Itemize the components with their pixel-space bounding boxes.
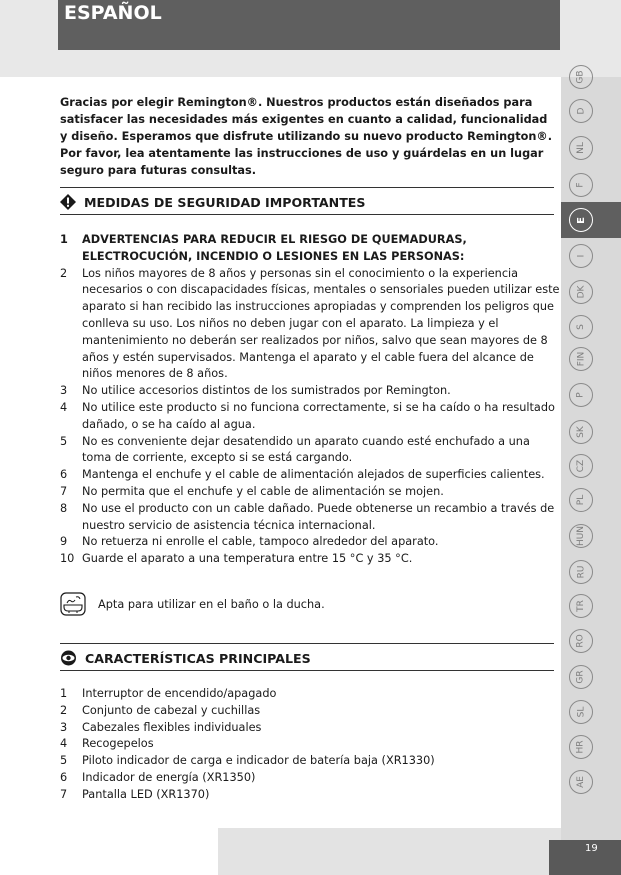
page-number-box xyxy=(549,840,621,875)
lang-tab-cz[interactable]: CZ xyxy=(569,454,593,478)
features-list xyxy=(60,686,560,804)
lang-tab-pl[interactable]: PL xyxy=(569,488,593,512)
language-sidebar xyxy=(561,77,621,875)
feature-item: 3 Cabezales flexibles individuales xyxy=(60,720,262,734)
lang-tab-tr[interactable]: TR xyxy=(569,594,593,618)
safety-item: 9 No retuerza ni enrolle el cable, tampoco alrededor del aparato. xyxy=(60,535,439,549)
safety-list xyxy=(60,232,560,568)
lang-tab-sl[interactable]: SL xyxy=(569,700,593,724)
eye-icon xyxy=(60,650,77,666)
lang-tab-p[interactable]: P xyxy=(569,383,593,407)
lang-tab-hr[interactable]: HR xyxy=(569,735,593,759)
page-number: 19 xyxy=(585,843,598,854)
lang-tab-hun[interactable]: HUN xyxy=(569,524,593,548)
safety-title: MEDIDAS DE SEGURIDAD IMPORTANTES xyxy=(84,194,366,210)
lang-tab-fin[interactable]: FIN xyxy=(569,347,593,371)
section-divider xyxy=(60,643,554,644)
lang-tab-s[interactable]: S xyxy=(569,315,593,339)
lang-tab-d[interactable]: D xyxy=(569,99,593,123)
footer-band xyxy=(218,828,561,875)
safety-item: 4 No utilice este producto si no funciona correctamente, si se ha caído o ha resultado dañado, o se ha caído al agua. xyxy=(60,400,555,431)
lang-tab-gr[interactable]: GR xyxy=(569,665,593,689)
feature-item: 7 Pantalla LED (XR1370) xyxy=(60,787,210,801)
safety-item: 1 ADVERTENCIAS PARA REDUCIR EL RIESGO DE QUEMADURAS, ELECTROCUCIÓN, INCENDIO O LESIONES EN LAS PERSONAS: xyxy=(60,233,467,263)
lang-tab-ru[interactable]: RU xyxy=(569,560,593,584)
feature-item: 5 Piloto indicador de carga e indicador de batería baja (XR1330) xyxy=(60,754,435,768)
safety-item: 6 Mantenga el enchufe y el cable de alimentación alejados de superficies calientes. xyxy=(60,468,545,482)
lang-tab-gb[interactable]: GB xyxy=(569,65,593,89)
lang-tab-nl[interactable]: NL xyxy=(569,136,593,160)
safety-item: 3 No utilice accesorios distintos de los sumistrados por Remington. xyxy=(60,384,451,398)
section-divider xyxy=(60,187,554,188)
lang-tab-e: E xyxy=(569,208,593,232)
bath-shower-note xyxy=(60,592,325,616)
lang-tab-f[interactable]: F xyxy=(569,173,593,197)
safety-item: 7 No permita que el enchufe y el cable de alimentación se mojen. xyxy=(60,484,444,498)
lang-tab-sk[interactable]: SK xyxy=(569,420,593,444)
safety-item: 2 Los niños mayores de 8 años y personas sin el conocimiento o la experiencia necesarios o con discapacidades físicas, mentales o sensoriales pueden utilizar este aparato si han recibido las instrucciones apropiadas y comprenden los peligros que conlleva su uso. Los niños no deben jugar con el aparato. La limpieza y el mantenimiento no deberán ser realizados por niños, salvo que sean mayores de 8 años y estén supervisados. Mantenga el aparato y el cable fuera del alcance de niños menores de 8 años. xyxy=(60,266,560,381)
lang-tab-e-active[interactable] xyxy=(561,202,621,238)
lang-tab-ro[interactable]: RO xyxy=(569,629,593,653)
safety-item: 8 No use el producto con un cable dañado. Puede obtenerse un recambio a través de nuestro servicio de asistencia técnica internacional. xyxy=(60,501,555,532)
safety-item: 5 No es conveniente dejar desatendido un aparato cuando esté enchufado a una toma de corriente, excepto si se está cargando. xyxy=(60,434,530,465)
bath-note-text: Apta para utilizar en el baño o la ducha. xyxy=(98,597,325,611)
feature-item: 2 Conjunto de cabezal y cuchillas xyxy=(60,703,261,717)
safety-heading xyxy=(60,194,365,210)
section-divider xyxy=(60,670,554,671)
page-title: ESPAÑOL xyxy=(64,2,162,24)
feature-item: 4 Recogepelos xyxy=(60,737,154,751)
lang-tab-ae[interactable]: AE xyxy=(569,770,593,794)
safety-item: 10 Guarde el aparato a una temperatura entre 15 °C y 35 °C. xyxy=(60,552,413,566)
section-divider xyxy=(60,214,554,215)
features-title: CARACTERÍSTICAS PRINCIPALES xyxy=(85,650,311,666)
features-heading xyxy=(60,650,311,666)
language-title-bar xyxy=(58,0,560,50)
bath-safe-icon xyxy=(60,592,86,616)
lang-tab-dk[interactable]: DK xyxy=(569,280,593,304)
feature-item: 6 Indicador de energía (XR1350) xyxy=(60,770,256,784)
warning-icon xyxy=(60,194,76,210)
intro-paragraph: Gracias por elegir Remington®. Nuestros productos están diseñados para satisfacer las necesidades más exigentes en cuanto a calidad, funcionalidad y diseño. Esperamos que disfrute utilizando su nuevo producto Remington®. Por favor, lea atentamente las instrucciones de uso y guárdelas en un lugar seguro para futuras consultas. xyxy=(60,96,553,177)
lang-tab-i[interactable]: I xyxy=(569,244,593,268)
feature-item: 1 Interruptor de encendido/apagado xyxy=(60,687,277,700)
